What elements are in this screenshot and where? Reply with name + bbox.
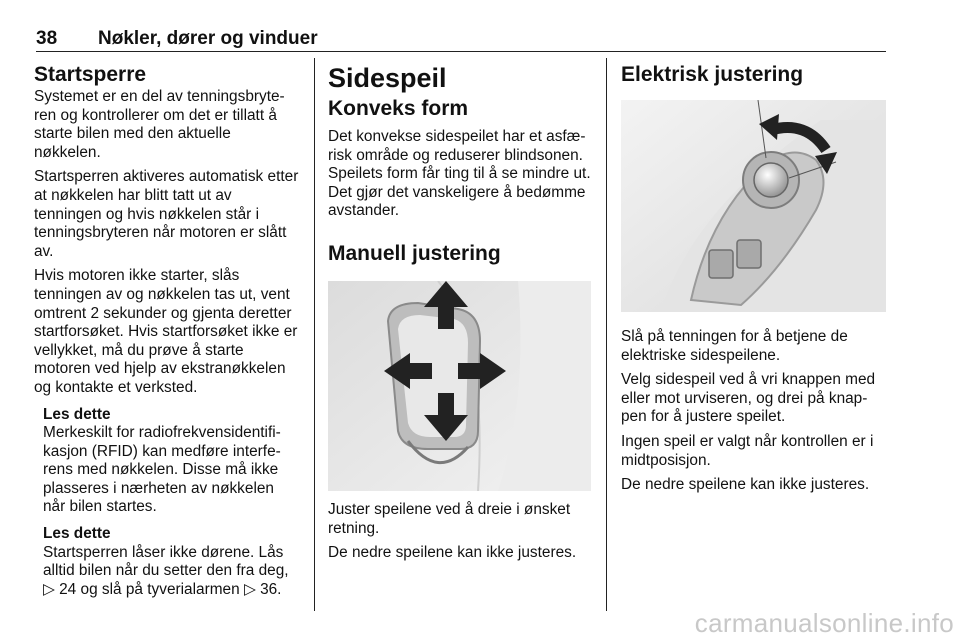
note-text: Merkeskilt for radiofrekvensidentifi-kasjon (RFID) kan medføre interfe-rens med nøkkelen. Disse må ikke plasseres i nærheten av nøkkelen når bilen startes. xyxy=(43,424,281,516)
paragraph: Ingen speil er valgt når kontrollen er i midtposisjon. xyxy=(621,432,874,469)
section-title-startsperre: Startsperre xyxy=(34,63,147,86)
header-divider xyxy=(36,51,886,52)
mirror-switch-illustration xyxy=(621,100,886,312)
page-header xyxy=(36,28,886,50)
figure-manual-mirror xyxy=(328,281,591,491)
figure-electric-mirror xyxy=(621,100,886,312)
paragraph: Systemet er en del av tenningsbryte-ren og kontrollerer om det er tillatt å starte bilen med den aktuelle nøkkelen. xyxy=(34,88,285,161)
paragraph: Juster speilene ved å dreie i ønsket retning. xyxy=(328,500,571,537)
note-text-part: og slå på tyverialarmen xyxy=(80,580,240,598)
arrow-ref-icon: ▷ xyxy=(243,580,256,598)
subsection-title-manuell: Manuell justering xyxy=(328,241,501,265)
paragraph: Hvis motoren ikke starter, slås tenningen av og nøkkelen tas ut, vent omtrent 2 sekunder og gjenta deretter startforsøket. Hvis startforsøket ikke er vellykket, må du prøve å starte motoren ved hjelp av ekstranøkkelen og kontakte et verksted. xyxy=(34,267,298,396)
paragraph: De nedre speilene kan ikke justeres. xyxy=(328,544,577,562)
column-divider-2 xyxy=(606,58,607,611)
page-number: 38 xyxy=(36,28,58,49)
paragraph: Velg sidespeil ved å vri knappen med eller mot urviseren, og drei på knap-pen for å justere speilet. xyxy=(621,371,876,426)
chapter-title: Nøkler, dører og vinduer xyxy=(98,28,318,49)
column-startsperre xyxy=(34,62,299,605)
watermark: carmanualsonline.info xyxy=(694,608,954,638)
note-box xyxy=(43,406,299,600)
mirror-adjust-illustration xyxy=(328,281,591,491)
column-divider-1 xyxy=(314,58,315,611)
note-text-part: Startsperren låser ikke dørene. Lås alltid bilen når du setter den fra deg, xyxy=(43,543,289,580)
note-text xyxy=(43,544,299,600)
paragraph: Det konvekse sidespeilet har et asfæ-risk område og reduserer blindsonen. Speilets form får ting til å se mindre ut. Det gjør det vanskeligere å bedømme avstander. xyxy=(328,128,591,220)
section-title-sidespeil: Sidespeil xyxy=(328,63,447,93)
section-title-elektrisk: Elektrisk justering xyxy=(621,63,804,86)
subsection-title-konveks: Konveks form xyxy=(328,97,469,120)
column-sidespeil xyxy=(328,62,593,569)
arrow-ref-icon: ▷ xyxy=(43,580,55,598)
paragraph: De nedre speilene kan ikke justeres. xyxy=(621,476,870,494)
note-title: Les dette xyxy=(43,525,111,543)
page-reference-link[interactable]: 36. xyxy=(260,580,282,598)
page-reference-link[interactable]: 24 xyxy=(59,580,77,598)
paragraph: Slå på tenningen for å betjene de elektriske sidespeilene. xyxy=(621,328,848,364)
note-title: Les dette xyxy=(43,405,111,423)
paragraph: Startsperren aktiveres automatisk etter at nøkkelen har blitt tatt ut av tenningen og hvis nøkkelen står i tenningsbryteren når motoren er slått av. xyxy=(34,168,299,260)
column-elektrisk xyxy=(621,62,887,501)
